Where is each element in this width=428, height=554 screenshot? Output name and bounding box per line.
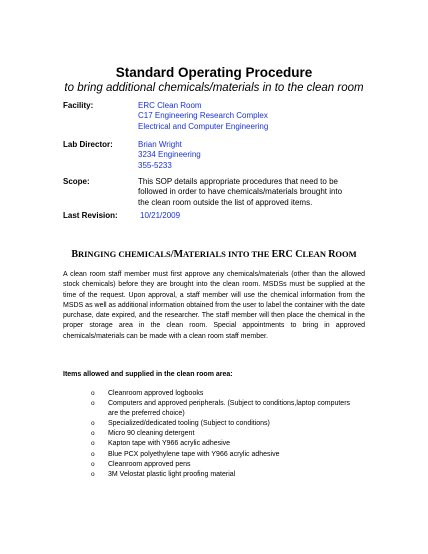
facility-value	[138, 101, 403, 132]
document-title: Standard Operating Procedure	[115, 65, 313, 80]
list-item	[91, 470, 361, 480]
scope-value	[138, 177, 403, 208]
bullet-icon: o	[91, 390, 95, 397]
lab-director-line: Brian Wright	[138, 140, 182, 149]
list-item	[91, 389, 361, 399]
heading-part: B	[71, 249, 78, 260]
facility-line: C17 Engineering Research Complex	[138, 111, 268, 121]
bullet-icon: o	[91, 430, 95, 438]
scope-line: the clean room outside the list of approved items.	[138, 197, 313, 207]
scope-line: This SOP details appropriate procedures that need to be	[138, 177, 338, 186]
list-item	[91, 460, 361, 470]
heading-part: LEAN	[302, 249, 329, 259]
list-item-text: Computers and approved peripherals. (Subject to conditions,laptop computers are the preferred choice)	[108, 400, 351, 418]
last-revision-date: 10/21/2009	[140, 211, 181, 220]
list-item	[91, 450, 361, 460]
list-item	[91, 439, 361, 449]
lab-director-line: 3234 Engineering	[138, 150, 201, 160]
last-revision-label: Last Revision:	[63, 211, 118, 220]
section-heading	[0, 249, 428, 260]
bullet-icon: o	[91, 440, 95, 448]
heading-part: ATERIALS INTO THE	[183, 249, 272, 259]
procedure-paragraph: A clean room staff member must first approve any chemicals/materials (other than the allowed stock chemicals) before they are brought into the clean room. MSDSs must be supplied at the time of the request. Upon approval, a staff member will use the chemical information from the MSDS as well as additional information obtained from the user to label the container with the date purchase, date expired, and the researcher. The staff member will then place the chemical in the proper storage area in the clean room. Special appointments to bring in approved chemicals/materials can be made with a clean room staff member.	[63, 271, 365, 340]
facility-label: Facility:	[63, 101, 94, 110]
bullet-icon: o	[91, 400, 95, 408]
items-heading: Items allowed and supplied in the clean room area:	[63, 371, 233, 378]
list-item	[91, 419, 361, 429]
document-subtitle: to bring additional chemicals/materials in to the clean room	[64, 82, 364, 94]
list-item	[91, 429, 361, 439]
lab-director-line: 355-5233	[138, 160, 172, 170]
heading-part: RINGING CHEMICALS	[77, 249, 171, 259]
scope-label: Scope:	[63, 177, 90, 186]
scope-line: followed in order to have chemicals/materials brought into	[138, 187, 343, 197]
lab-director-value	[138, 140, 403, 171]
list-item	[91, 399, 361, 419]
list-item-text: Blue PCX polyethylene tape with Y966 acrylic adhesive	[108, 450, 280, 458]
bullet-icon: o	[91, 460, 95, 468]
facility-line: ERC Clean Room	[138, 101, 202, 110]
bullet-icon: o	[91, 470, 95, 478]
lab-director-label: Lab Director:	[63, 140, 113, 149]
list-item-text: Cleanroom approved logbooks	[108, 390, 204, 397]
list-item-text: Specialized/dedicated tooling (Subject to conditions)	[108, 420, 270, 428]
facility-line: Electrical and Computer Engineering	[138, 121, 269, 131]
heading-part: R	[328, 249, 336, 260]
heading-part: OOM	[335, 249, 357, 259]
list-item-text: Kapton tape with Y966 acrylic adhesive	[108, 440, 231, 448]
heading-part: /M	[170, 249, 184, 260]
list-item-text: Micro 90 cleaning detergent	[108, 430, 195, 438]
list-item-text: Cleanroom approved pens	[108, 460, 191, 468]
bullet-icon: o	[91, 420, 95, 428]
bullet-icon: o	[91, 450, 95, 458]
list-item-text: 3M Velostat plastic light proofing material	[108, 470, 236, 478]
allowed-items-list	[91, 389, 361, 480]
heading-part: ERC C	[271, 249, 303, 260]
